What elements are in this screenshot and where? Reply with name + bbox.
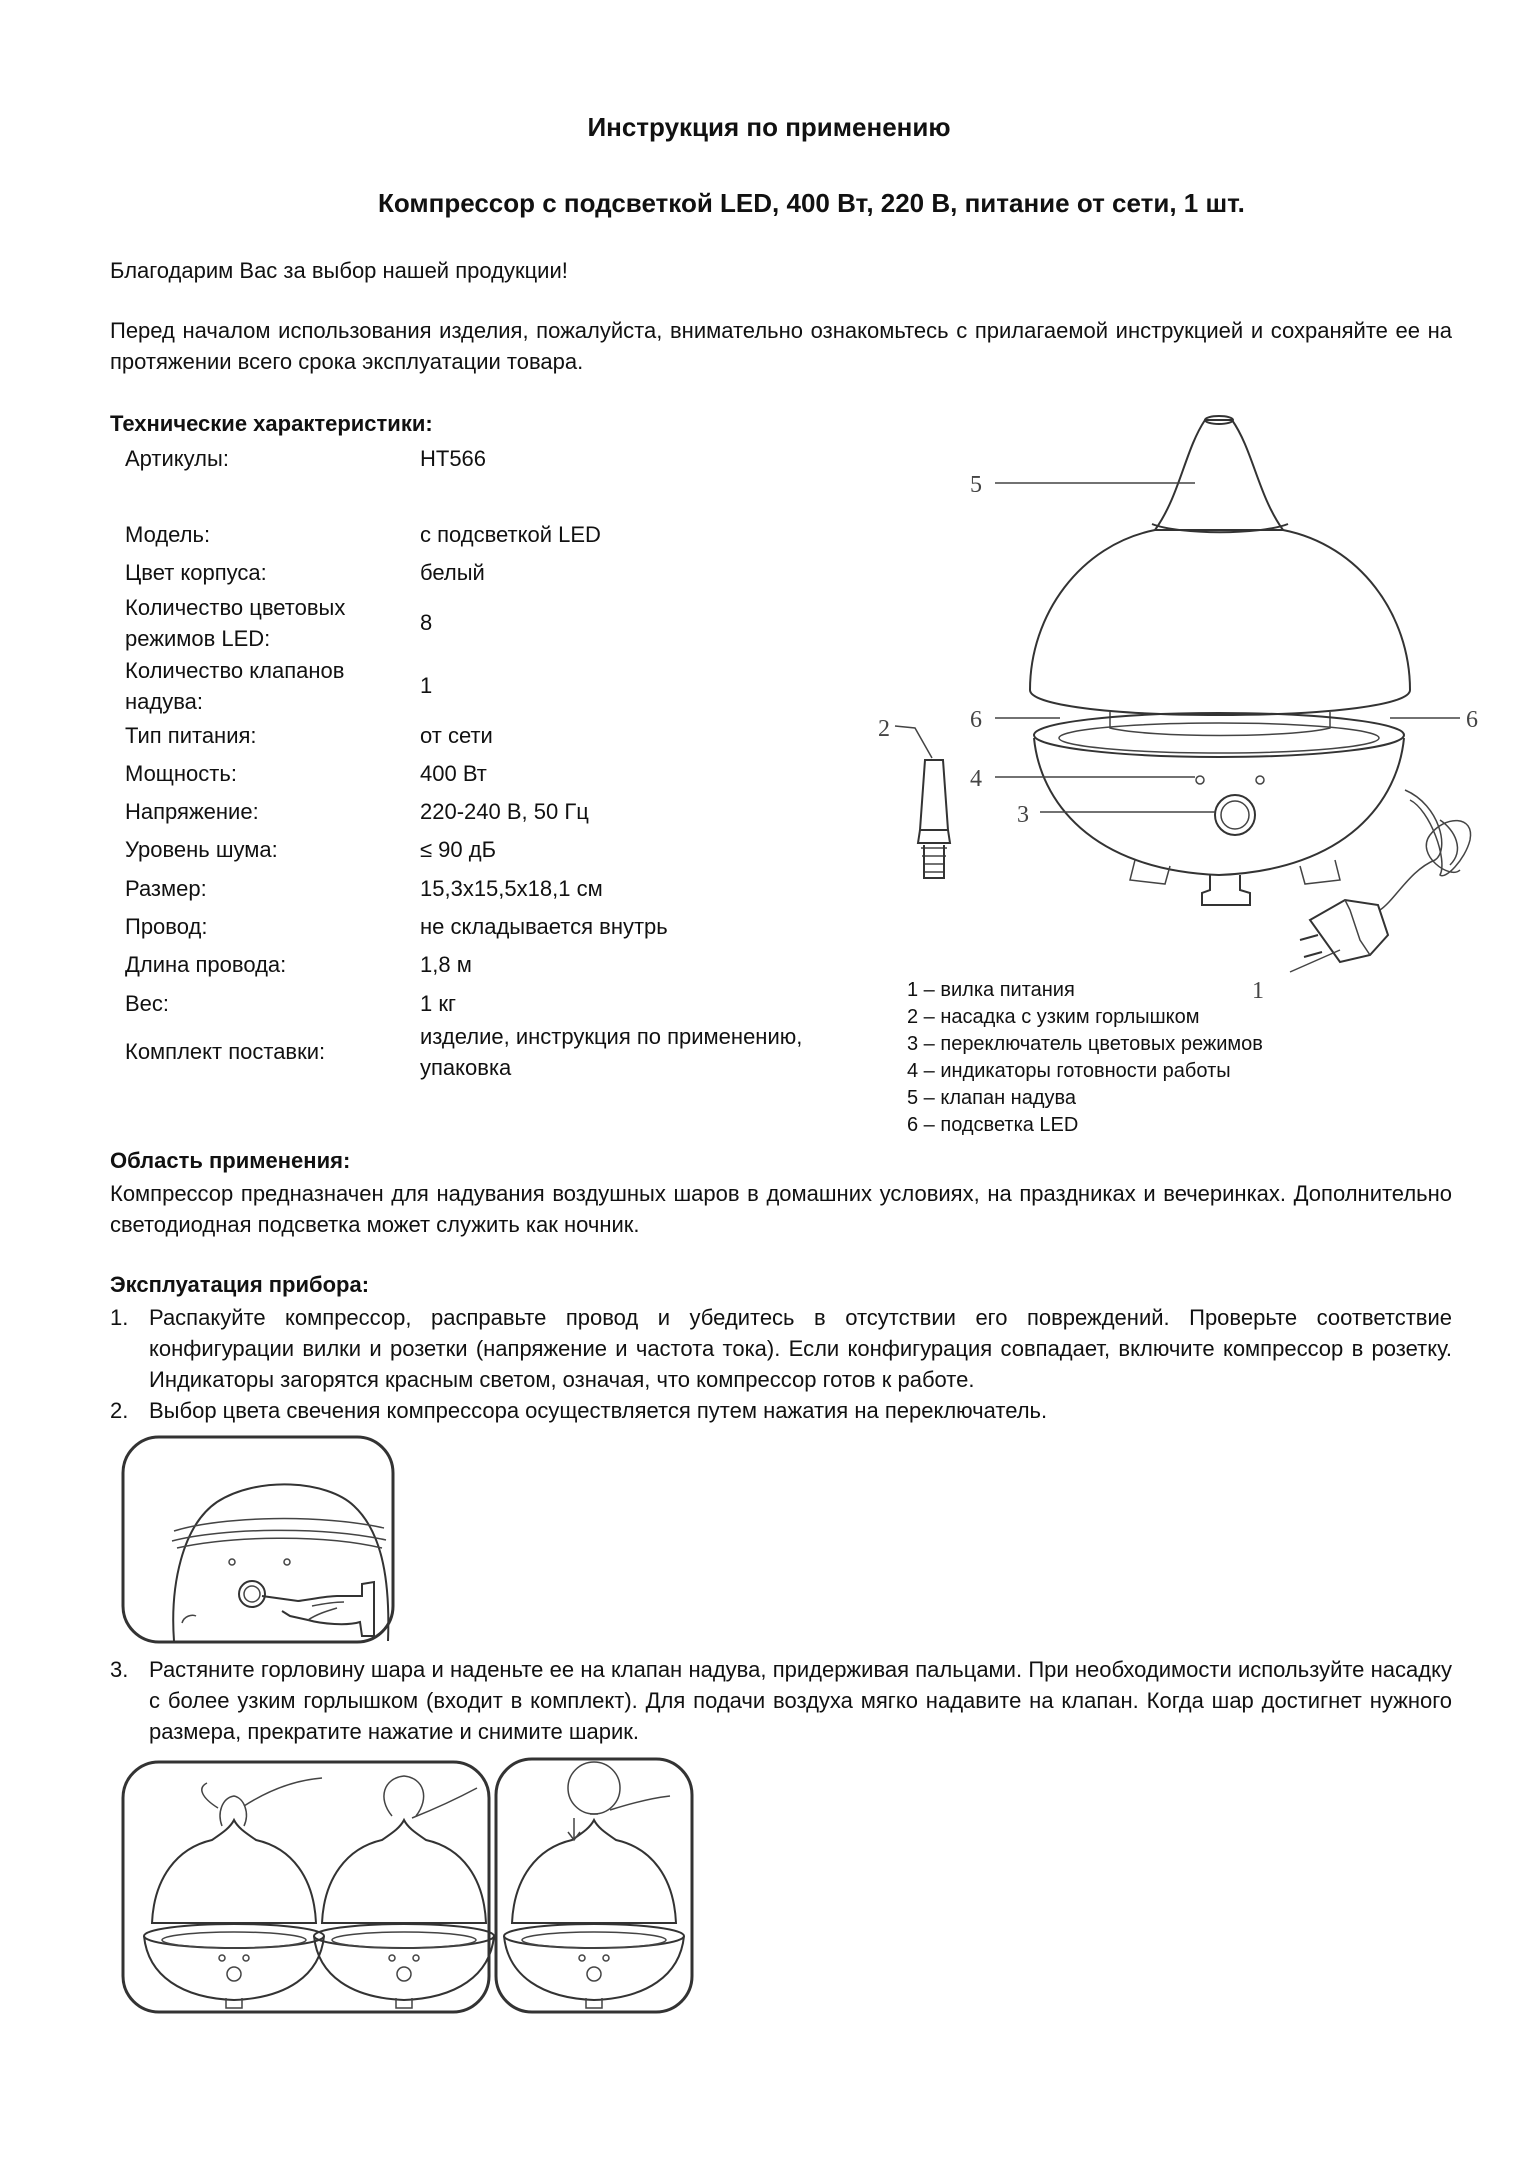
operation-heading: Эксплуатация прибора: — [110, 1272, 370, 1297]
product-subtitle: Компрессор с подсветкой LED, 400 Вт, 220 В, питание от сети, 1 шт. — [378, 188, 1245, 218]
spec-value-power-type: от сети — [420, 723, 493, 748]
step-number: 3. — [110, 1657, 129, 1682]
callout-1: 1 — [1252, 978, 1264, 1004]
spec-label-article: Артикулы: — [125, 446, 229, 471]
spec-label-valves: Количество клапанов надува: — [125, 658, 345, 714]
spec-value-model: с подсветкой LED — [420, 522, 601, 547]
spec-label-color: Цвет корпуса: — [125, 560, 267, 585]
spec-label-cord-length: Длина провода: — [125, 952, 287, 977]
spec-label-weight: Вес: — [125, 991, 170, 1016]
callout-5: 5 — [970, 472, 982, 498]
spec-value-noise: ≤ 90 дБ — [420, 837, 497, 862]
inflation-steps-figure — [122, 1758, 694, 2014]
spec-label-noise: Уровень шума: — [125, 837, 278, 862]
callout-2: 2 — [878, 716, 890, 742]
spec-value-package: изделие, инструкция по применению, упаковка — [420, 1024, 803, 1080]
step-number: 1. — [110, 1305, 129, 1330]
spec-value-cord-length: 1,8 м — [420, 952, 472, 977]
spec-label-power: Мощность: — [125, 761, 237, 786]
spec-value-valves: 1 — [420, 673, 433, 698]
specs-heading: Технические характеристики: — [110, 411, 433, 436]
dome-illustration — [1030, 416, 1410, 736]
spec-label-voltage: Напряжение: — [125, 799, 259, 824]
step-text: Распакуйте компрессор, расправьте провод и убедитесь в отсутствии его повреждений. Проверьте соответствие конфигурации вилки и розетки (напряжение и частота тока). Если конфигурация совпадает, включите компрессор в розетку. Индикаторы загорятся красным светом, означая, что компрессор готов к работе. — [149, 1305, 1452, 1392]
spec-label-size: Размер: — [125, 876, 207, 901]
legend-item: 6 – подсветка LED — [907, 1114, 1079, 1136]
spec-label-led-modes: Количество цветовых режимов LED: — [125, 595, 346, 651]
legend-item: 2 – насадка с узким горлышком — [907, 1006, 1200, 1028]
spec-label-model: Модель: — [125, 522, 211, 547]
legend-item: 5 – клапан надува — [907, 1087, 1077, 1109]
spec-label-power-type: Тип питания: — [125, 723, 257, 748]
spec-value-voltage: 220-240 В, 50 Гц — [420, 799, 589, 824]
step-text: Растяните горловину шара и наденьте ее на клапан надува, придерживая пальцами. При необходимости используйте насадку с более узким горлышком (входит в комплект). Для подачи воздуха мягко надавите на клапан. Когда шар достигнет нужного размера, прекратите нажатие и снимите шарик. — [149, 1657, 1452, 1744]
spec-value-power: 400 Вт — [420, 761, 487, 786]
spec-value-size: 15,3x15,5x18,1 см — [420, 876, 603, 901]
spec-value-article: HT566 — [420, 446, 487, 471]
intro-text: Перед началом использования изделия, пожалуйста, внимательно ознакомьтесь с прилагаемой инструкцией и сохраняйте ее на протяжении всего срока эксплуатации товара. — [110, 318, 1452, 374]
legend-item: 4 – индикаторы готовности работы — [907, 1060, 1231, 1082]
legend-item: 3 – переключатель цветовых режимов — [907, 1033, 1263, 1055]
callout-4: 4 — [970, 766, 982, 792]
nozzle-illustration — [918, 760, 950, 878]
callout-3: 3 — [1017, 802, 1029, 828]
spec-value-weight: 1 кг — [420, 991, 456, 1016]
legend-item: 1 – вилка питания — [907, 979, 1075, 1001]
spec-value-led-modes: 8 — [420, 610, 433, 635]
spec-value-cord: не складывается внутрь — [420, 914, 668, 939]
spec-label-package: Комплект поставки: — [125, 1039, 326, 1064]
callout-6-right: 6 — [1466, 707, 1478, 733]
page-title: Инструкция по применению — [587, 112, 951, 142]
switch-press-figure — [122, 1436, 394, 1643]
step-text: Выбор цвета свечения компрессора осуществляется путем нажатия на переключатель. — [149, 1398, 1048, 1423]
callout-6-left: 6 — [970, 707, 982, 733]
base-illustration — [1034, 713, 1404, 905]
spec-label-cord: Провод: — [125, 914, 208, 939]
thanks-text: Благодарим Вас за выбор нашей продукции! — [110, 258, 568, 283]
step-number: 2. — [110, 1398, 129, 1423]
cord-plug-illustration — [1300, 790, 1471, 962]
usage-text: Компрессор предназначен для надувания воздушных шаров в домашних условиях, на праздниках и вечеринках. Дополнительно светодиодная подсветка может служить как ночник. — [110, 1181, 1452, 1237]
spec-value-color: белый — [420, 560, 485, 585]
legend-list — [907, 977, 1263, 1139]
usage-heading: Область применения: — [110, 1148, 351, 1173]
